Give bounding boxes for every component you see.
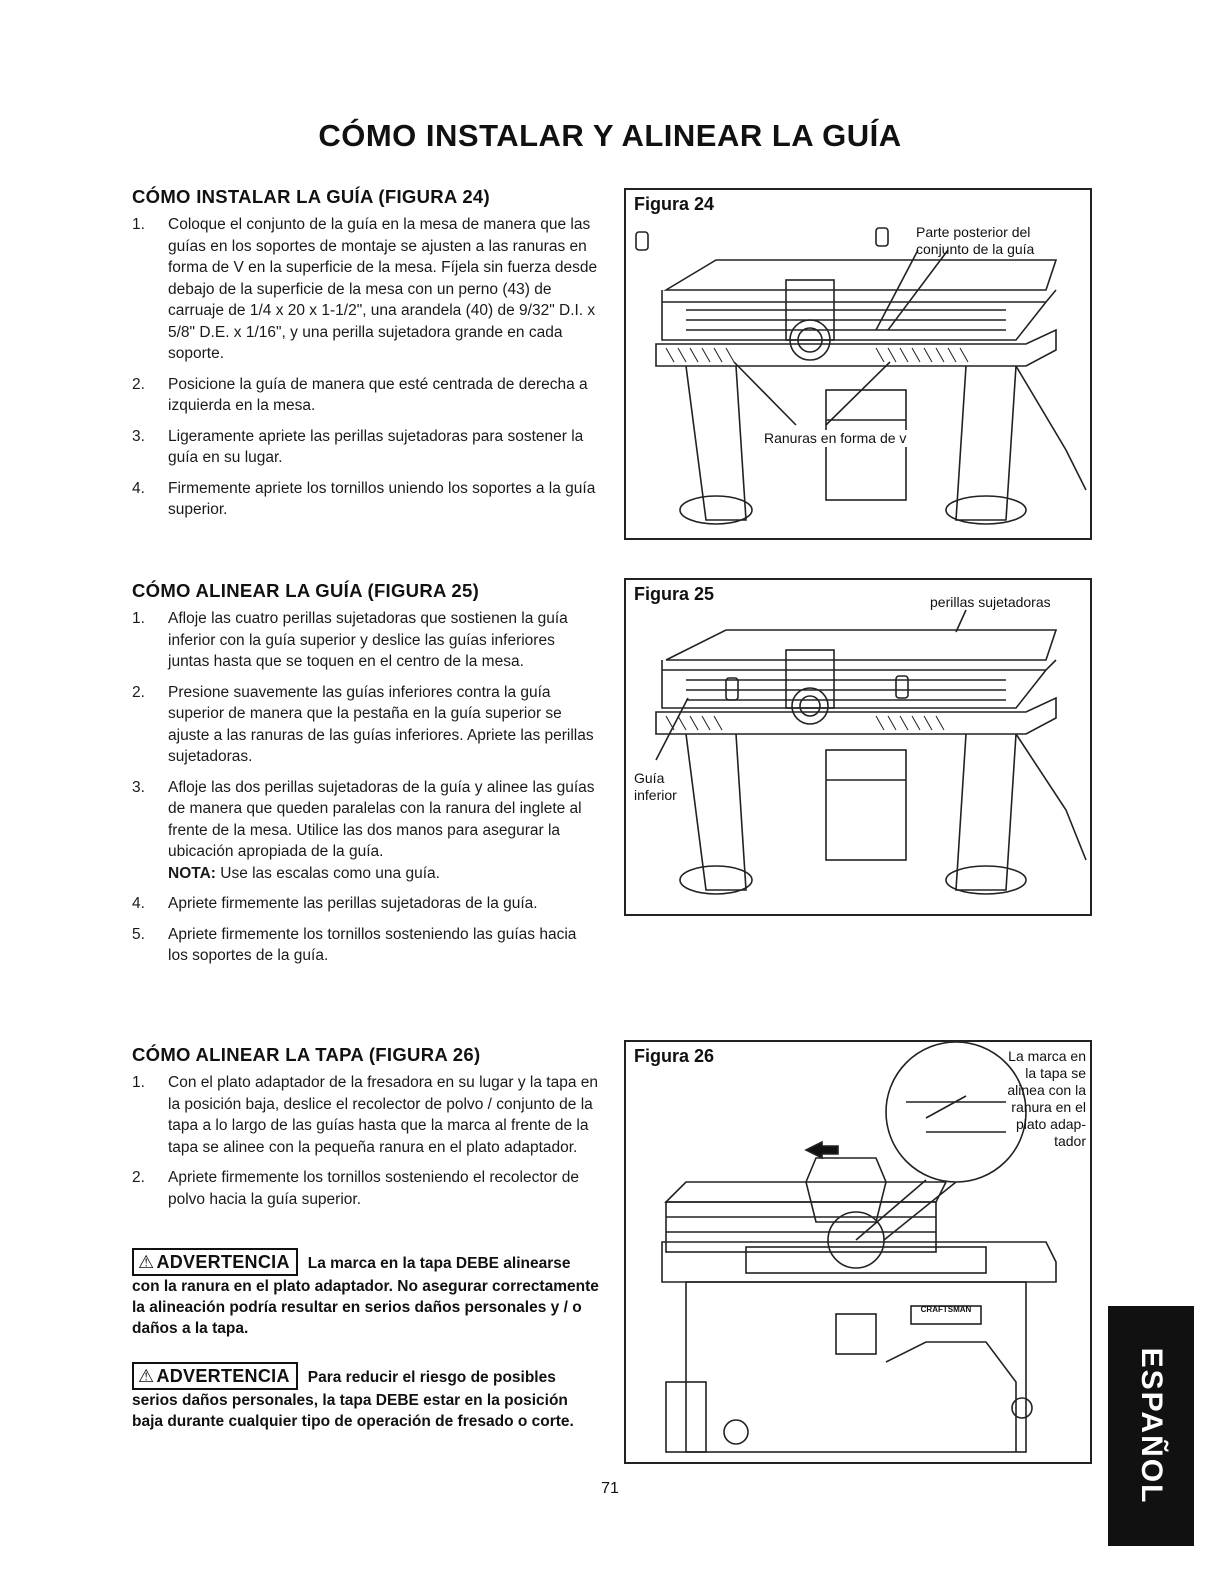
figure-label: Figura 26 bbox=[634, 1046, 715, 1066]
list-item: 5. Apriete firmemente los tornillos sosteniendo las guías hacia los soportes de la guía. bbox=[132, 925, 577, 964]
steps-list bbox=[132, 1072, 600, 1210]
callout-lock-knobs: perillas sujetadoras bbox=[930, 594, 1051, 610]
section-heading: CÓMO INSTALAR LA GUÍA (FIGURA 24) bbox=[132, 186, 490, 207]
callout-lower-fence: Guía inferior bbox=[634, 770, 677, 803]
list-item: 1. Afloje las cuatro perillas sujetadoras que sostienen la guía inferior con la guía superior y deslice las guías inferiores juntas hasta que se toquen en el centro de la mesa. bbox=[132, 610, 568, 670]
figure-label: Figura 24 bbox=[634, 194, 715, 214]
list-item: 1. Con el plato adaptador de la fresadora en su lugar y la tapa en la posición baja, deslice el recolector de polvo / conjunto de la tapa a lo largo de las guías hasta que la marca al frente de la tapa se alinee con la pequeña ranura en el plato adaptador. bbox=[132, 1074, 598, 1156]
warning-text: Para reducir el riesgo de posibles serios daños personales, la tapa DEBE estar en la posición baja durante cualquier tipo de operación de fresado o corte. bbox=[132, 1369, 574, 1430]
list-item: 3. Afloje las dos perillas sujetadoras de la guía y alinee las guías de manera que queden paralelas con la ranura del inglete al frente de la mesa. Utilice las dos manos para asegurar la ubicación apropiada de la guía. NOTA: Use las escalas como una guía. bbox=[132, 778, 595, 882]
list-item: 1. Coloque el conjunto de la guía en la mesa de manera que las guías en los soportes de montaje se ajusten a las ranuras en forma de V en la superficie de la mesa. Fíjela sin fuerza desde debajo de la superficie de la mesa con un perno (43) de carruaje de 1/4 x 20 x 1-1/2", una arandela (40) de 9/32" D.I. x 5/8" D.E. x 1/16", y una perilla sujetadora grande en cada soporte. bbox=[132, 216, 598, 362]
page-title: CÓMO INSTALAR Y ALINEAR LA GUÍA bbox=[318, 118, 902, 153]
figure-25 bbox=[624, 578, 1092, 916]
list-item: 2. Presione suavemente las guías inferiores contra la guía superior de manera que la pestaña en la guía superior se ajuste a las ranuras de las guías inferiores. Apriete las perillas sujetadoras. bbox=[132, 683, 594, 765]
warning-badge: ⚠ ADVERTENCIA bbox=[132, 1248, 298, 1276]
note-label: NOTA: bbox=[168, 864, 216, 882]
warning-triangle-icon: ⚠ bbox=[138, 1366, 155, 1386]
steps-list bbox=[132, 608, 600, 967]
section-align-cover bbox=[132, 1044, 600, 1219]
warning-badge: ⚠ ADVERTENCIA bbox=[132, 1362, 298, 1390]
figure-24 bbox=[624, 188, 1092, 540]
callout-v-grooves: Ranuras en forma de v bbox=[764, 430, 907, 446]
section-heading: CÓMO ALINEAR LA GUÍA (FIGURA 25) bbox=[132, 580, 480, 601]
warning-text: La marca en la tapa DEBE alinearse con la ranura en el plato adaptador. No asegurar correctamente la alineación podría resultar en serios daños personales y / o daños a la tapa. bbox=[132, 1255, 599, 1337]
callout-fence-rear: Parte posterior del conjunto de la guía bbox=[916, 224, 1035, 257]
figure-26 bbox=[624, 1040, 1092, 1464]
section-install-guide bbox=[132, 186, 600, 530]
figure-label: Figura 25 bbox=[634, 584, 715, 604]
list-item: 2. Apriete firmemente los tornillos sosteniendo el recolector de polvo hacia la guía superior. bbox=[132, 1169, 579, 1208]
section-heading: CÓMO ALINEAR LA TAPA (FIGURA 26) bbox=[132, 1044, 481, 1065]
list-item: 4. Apriete firmemente las perillas sujetadoras de la guía. bbox=[132, 895, 538, 912]
warning-triangle-icon: ⚠ bbox=[138, 1252, 155, 1272]
warning-block bbox=[132, 1362, 602, 1432]
page-number: 71 bbox=[601, 1480, 619, 1497]
router-table-illustration bbox=[626, 580, 1090, 914]
list-item: 4. Firmemente apriete los tornillos uniendo los soportes a la guía superior. bbox=[132, 479, 596, 518]
steps-list bbox=[132, 214, 600, 521]
language-tab bbox=[1108, 1306, 1194, 1546]
list-item: 2. Posicione la guía de manera que esté centrada de derecha a izquierda en la mesa. bbox=[132, 375, 588, 414]
section-align-guide bbox=[132, 580, 600, 976]
warning-block bbox=[132, 1248, 602, 1339]
callout-cover-mark: La marca en la tapa se alinea con la ranura en el plato adap- tador bbox=[1007, 1048, 1086, 1149]
brand-label: CRAFTSMAN bbox=[920, 1305, 972, 1314]
list-item: 3. Ligeramente apriete las perillas sujetadoras para sostener la guía en su lugar. bbox=[132, 427, 584, 466]
language-tab-label: ESPAÑOL bbox=[1135, 1347, 1168, 1505]
